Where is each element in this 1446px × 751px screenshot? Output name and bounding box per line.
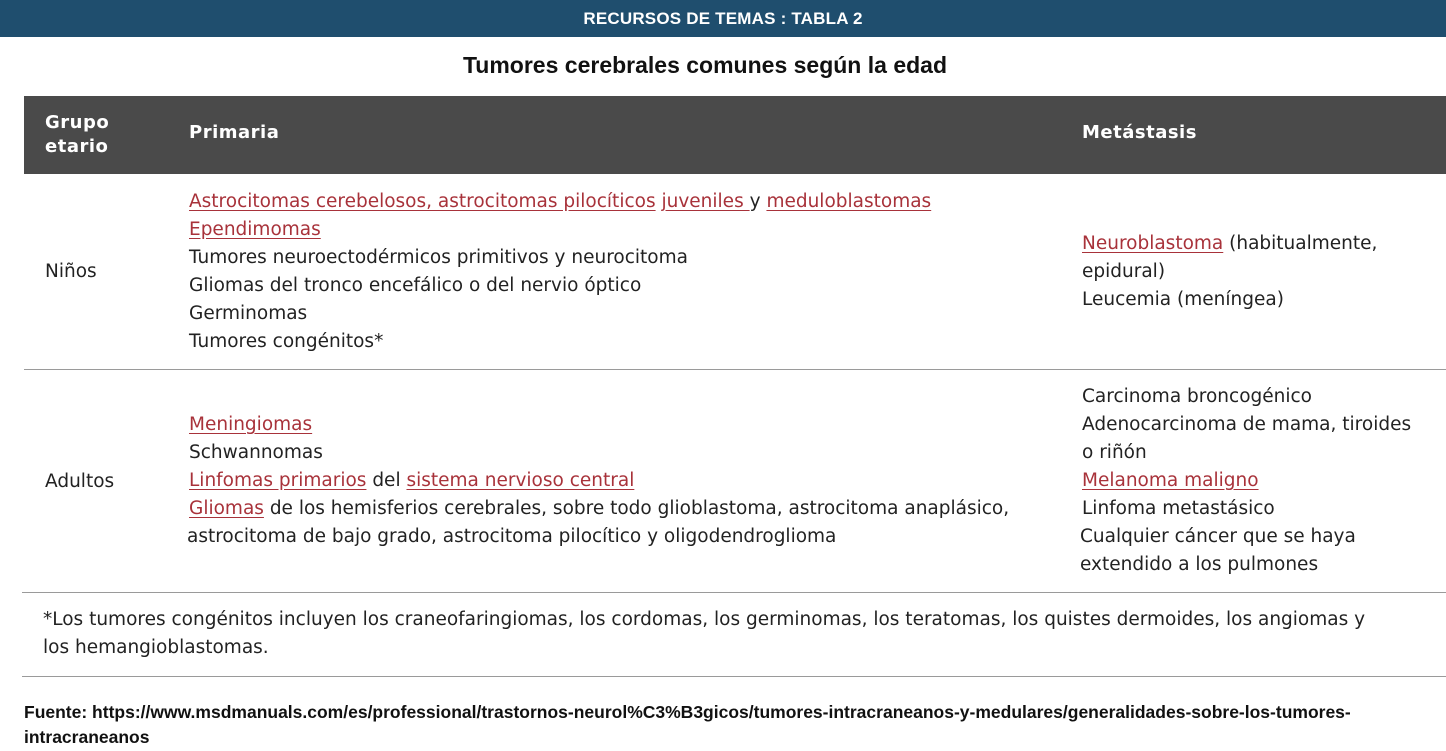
- conjunction: y: [749, 191, 761, 212]
- link-medulloblastomas[interactable]: meduloblastomas: [766, 191, 932, 212]
- link-ependymomas[interactable]: Ependimomas: [189, 219, 321, 240]
- list-item: [1082, 467, 1411, 495]
- column-header-age-line2: etario: [45, 136, 109, 157]
- column-header-age-line1: Grupo: [45, 112, 110, 133]
- list-item: Leucemia (meníngea): [1082, 289, 1284, 310]
- list-item: Linfoma metastásico: [1082, 498, 1275, 519]
- link-meningiomas[interactable]: Meningiomas: [189, 414, 313, 435]
- table-header: [24, 96, 1446, 174]
- list-item: [189, 411, 1009, 439]
- list-item: [189, 216, 931, 244]
- list-item: o riñón: [1082, 442, 1147, 463]
- link-malignant-melanoma[interactable]: Melanoma maligno: [1082, 470, 1259, 491]
- table-title: Tumores cerebrales comunes según la edad: [462, 52, 948, 78]
- row-children-metastasis: [1082, 230, 1377, 314]
- row-divider: [24, 369, 1446, 370]
- list-item: Schwannomas: [189, 442, 323, 463]
- link-primary-lymphomas[interactable]: Linfomas primarios: [189, 470, 367, 491]
- list-item: Tumores congénitos*: [189, 331, 384, 352]
- list-item: Cualquier cáncer que se haya: [1080, 526, 1356, 547]
- list-item: Germinomas: [189, 303, 308, 324]
- footnote-line: *Los tumores congénitos incluyen los craneofaringiomas, los cordomas, los germinomas, los teratomas, los quistes dermoides, los angiomas y: [43, 609, 1366, 630]
- source-line: intracraneanos: [24, 727, 150, 747]
- list-item: Gliomas del tronco encefálico o del nervio óptico: [189, 275, 642, 296]
- link-central-nervous-system[interactable]: sistema nervioso central: [406, 470, 635, 491]
- list-item: extendido a los pulmones: [1080, 554, 1319, 575]
- footnote-line: los hemangioblastomas.: [43, 637, 269, 658]
- column-header-metastasis: Metástasis: [1082, 122, 1197, 143]
- list-item: Adenocarcinoma de mama, tiroides: [1082, 414, 1412, 435]
- row-children-age: Niños: [45, 261, 97, 282]
- link-gliomas[interactable]: Gliomas: [189, 498, 264, 519]
- link-cerebellar-astrocytomas[interactable]: Astrocitomas cerebelosos, astrocitomas pilocíticos: [189, 191, 656, 212]
- row-children-primary: [189, 188, 931, 356]
- footnote-divider: [22, 676, 1446, 677]
- link-neuroblastoma[interactable]: Neuroblastoma: [1082, 233, 1224, 254]
- row-divider: [22, 592, 1446, 593]
- list-item: [1082, 230, 1377, 258]
- row-adults-primary: [189, 411, 1009, 551]
- row-adults-metastasis: [1082, 383, 1411, 579]
- list-item-text: del: [366, 470, 407, 491]
- column-header-primary: Primaria: [189, 122, 280, 143]
- list-item: [189, 495, 1009, 523]
- source-citation: [24, 700, 1434, 750]
- column-header-age-group: [45, 111, 145, 159]
- list-item: Carcinoma broncogénico: [1082, 386, 1313, 407]
- list-item: Tumores neuroectodérmicos primitivos y neurocitoma: [189, 247, 688, 268]
- list-item-text: (habitualmente,: [1223, 233, 1378, 254]
- list-item: astrocitoma de bajo grado, astrocitoma pilocítico y oligodendroglioma: [187, 526, 837, 547]
- list-item: [189, 188, 931, 216]
- list-item: epidural): [1082, 261, 1166, 282]
- list-item-text: de los hemisferios cerebrales, sobre todo glioblastoma, astrocitoma anaplásico,: [263, 498, 1010, 519]
- row-adults-age: Adultos: [45, 471, 115, 492]
- resource-header-bar: RECURSOS DE TEMAS : TABLA 2: [0, 0, 1446, 37]
- table-footnote: [43, 606, 1423, 662]
- source-line: Fuente: https://www.msdmanuals.com/es/professional/trastornos-neurol%C3%B3gicos/tumores-intracraneanos-y-medulares/generalidades-sobre-los-tumores-: [24, 702, 1351, 722]
- link-juvenile[interactable]: juveniles: [661, 191, 750, 212]
- list-item: [189, 467, 1009, 495]
